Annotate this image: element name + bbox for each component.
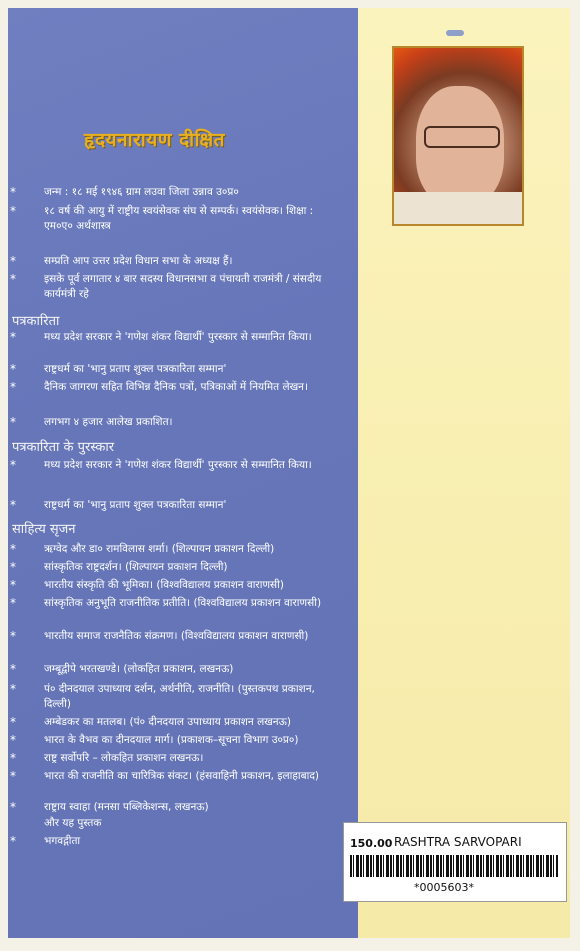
list-item-text: राष्ट्र सर्वोपरि – लोकहित प्रकाशन लखनऊ। [44, 752, 204, 764]
intro-text: इसके पूर्व लगातार ४ बार सदस्य विधानसभा व पंचायती राजमंत्री / संसदीय कार्यमंत्री रहे [44, 273, 322, 300]
book-title-label: RASHTRA SARVOPARI [394, 835, 522, 849]
list-item [10, 380, 344, 395]
bullet-star: * [10, 662, 16, 676]
list-item [10, 458, 344, 473]
bullet-star: * [10, 682, 16, 696]
bullet-star: * [10, 596, 16, 610]
bullet-star: * [10, 769, 16, 783]
bullet-star: * [10, 800, 16, 814]
list-item [10, 662, 344, 677]
list-item-text: दैनिक जागरण सहित विभिन्न दैनिक पत्रों, पत्रिकाओं में नियमित लेखन। [44, 381, 308, 393]
list-item-text: पं० दीनदयाल उपाध्याय दर्शन, अर्थनीति, राजनीति। (पुस्तकपथ प्रकाशन, दिल्ली) [44, 683, 315, 710]
list-item [10, 596, 344, 611]
list-item [10, 769, 344, 784]
list-item [10, 578, 344, 593]
list-item [10, 542, 344, 557]
list-item-text: राष्ट्रधर्म का 'भानु प्रताप शुक्ल पत्रकारिता सम्मान' [44, 499, 227, 511]
bullet-star: * [10, 542, 16, 556]
list-item [10, 629, 344, 644]
section-heading: साहित्य सृजन [12, 522, 76, 537]
bullet-star: * [10, 733, 16, 747]
shirt-shape [394, 192, 522, 224]
intro-item [10, 185, 344, 200]
bullet-star: * [10, 330, 16, 344]
bullet-star: * [10, 751, 16, 765]
bullet-star: * [10, 715, 16, 729]
list-item [10, 498, 344, 513]
list-item-text: भारतीय संस्कृति की भूमिका। (विश्वविद्यालय प्रकाशन वाराणसी) [44, 579, 284, 591]
price-label: 150.00 [350, 837, 393, 850]
list-item-text: राष्ट्रधर्म का 'भानु प्रताप शुक्ल पत्रकारिता सम्मान' [44, 363, 227, 375]
bullet-star: * [10, 380, 16, 394]
intro-item [10, 272, 344, 302]
bullet-star: * [10, 204, 16, 218]
bullet-star: * [10, 362, 16, 376]
bullet-star: * [10, 272, 16, 286]
bullet-star: * [10, 834, 16, 848]
intro-item [10, 254, 344, 269]
list-item-text: राष्ट्राय स्वाहा (मनसा पब्लिकेशन्स, लखनऊ) [44, 801, 209, 813]
list-item [10, 362, 344, 377]
list-item [10, 682, 344, 712]
bullet-star: * [10, 254, 16, 268]
list-item-text: मध्य प्रदेश सरकार ने 'गणेश शंकर विद्यार्थी' पुरस्कार से सम्मानित किया। [44, 331, 312, 343]
intro-text: जन्म : १८ मई १९४६ ग्राम लउवा जिला उन्नाव उ०प्र० [44, 186, 239, 198]
bookmark-decoration [446, 30, 464, 36]
list-item [10, 330, 344, 345]
list-item [10, 800, 344, 815]
bullet-star: * [10, 578, 16, 592]
intro-text: सम्प्रति आप उत्तर प्रदेश विधान सभा के अध्यक्ष हैं। [44, 255, 233, 267]
list-item-text: भगवद्गीता [44, 835, 81, 847]
list-item-text: सांस्कृतिक राष्ट्रदर्शन। (शिल्पायन प्रकाशन दिल्ली) [44, 561, 228, 573]
list-item [10, 751, 344, 766]
list-item-text: मध्य प्रदेश सरकार ने 'गणेश शंकर विद्यार्थी' पुरस्कार से सम्मानित किया। [44, 459, 312, 471]
list-item-text: सांस्कृतिक अनुभूति राजनीतिक प्रतीति। (विश्वविद्यालय प्रकाशन वाराणसी) [44, 597, 322, 609]
list-item [10, 733, 344, 748]
intro-text: १८ वर्ष की आयु में राष्ट्रीय स्वयंसेवक संघ से सम्पर्क। स्वयंसेवक। शिक्षा : एम०ए० अर्थशास्त्र [44, 205, 314, 232]
glasses-shape [424, 126, 500, 148]
list-item [10, 816, 344, 831]
list-item-text: और यह पुस्तक [44, 817, 102, 829]
bullet-star: * [10, 629, 16, 643]
list-item [10, 415, 344, 430]
list-item [10, 560, 344, 575]
list-item-text: भारतीय समाज राजनैतिक संक्रमण। (विश्वविद्यालय प्रकाशन वाराणसी) [44, 630, 309, 642]
section-heading: पत्रकारिता [12, 314, 60, 329]
list-item-text: भारत की राजनीति का चारित्रिक संकट। (हंसवाहिनी प्रकाशन, इलाहाबाद) [44, 770, 320, 782]
list-item-text: अम्बेडकर का मतलब। (पं० दीनदयाल उपाध्याय प्रकाशन लखनऊ) [44, 716, 291, 728]
bullet-star: * [10, 415, 16, 429]
intro-item [10, 204, 344, 234]
barcode-number: *0005603* [414, 881, 474, 894]
list-item-text: ऋग्वेद और डा० रामविलास शर्मा। (शिल्पायन प्रकाशन दिल्ली) [44, 543, 275, 555]
section-heading: पत्रकारिता के पुरस्कार [12, 440, 115, 455]
bullet-star: * [10, 458, 16, 472]
list-item-text: भारत के वैभव का दीनदयाल मार्ग। (प्रकाशक–सूचना विभाग उ०प्र०) [44, 734, 299, 746]
list-item [10, 834, 344, 849]
author-name: हृदयनारायण दीक्षित [84, 129, 225, 151]
list-item-text: लगभग ४ हजार आलेख प्रकाशित। [44, 416, 173, 428]
barcode [350, 855, 558, 877]
price-sticker [343, 822, 567, 902]
list-item-text: जम्बूद्वीपे भरतखण्डे। (लोकहित प्रकाशन, लखनऊ) [44, 663, 234, 675]
bullet-star [10, 816, 44, 831]
bullet-star: * [10, 185, 16, 199]
bullet-star: * [10, 560, 16, 574]
bullet-star: * [10, 498, 16, 512]
author-photo [392, 46, 524, 226]
list-item [10, 715, 344, 730]
